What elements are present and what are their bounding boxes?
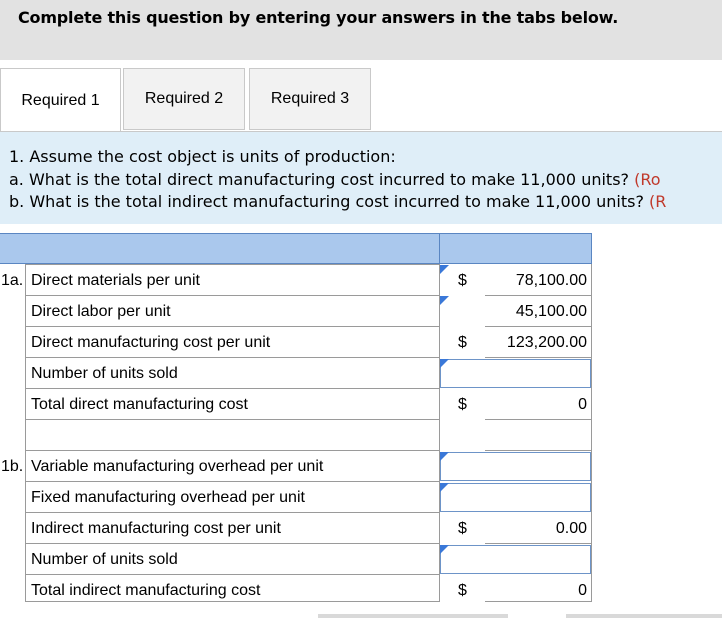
table-header-value [439,233,592,264]
tab-required-1[interactable]: Required 1 [0,68,121,132]
question-line-2: a. What is the total direct manufacturing cost incurred to make 11,000 units? (Ro [9,170,661,189]
row-label: Total direct manufacturing cost [26,389,440,420]
blank-value [485,420,591,451]
dollar-sign: $ [458,520,467,537]
instruction-banner [0,0,722,60]
fixed-overhead-input[interactable] [440,483,591,512]
total-direct-cost-value: 0 [485,389,591,420]
section-label-1b: 1b. [1,458,24,475]
question-line-3: b. What is the total indirect manufacturing cost incurred to make 11,000 units? (R [9,192,667,211]
row-label [26,420,440,451]
dollar-sign: $ [458,582,467,599]
nav-button-edge[interactable] [566,614,722,618]
row-label: Number of units sold [26,544,440,575]
input-flag-icon [440,452,449,461]
direct-cost-per-unit-value: 123,200.00 [485,327,591,358]
row-label: Variable manufacturing overhead per unit [26,451,440,482]
input-flag-icon [440,359,449,368]
instruction-text: Complete this question by entering your answers in the tabs below. [18,8,619,27]
units-sold-input-b[interactable] [440,545,591,574]
row-label: Direct manufacturing cost per unit [26,327,440,358]
row-label: Total indirect manufacturing cost [26,575,440,602]
row-label: Fixed manufacturing overhead per unit [26,482,440,513]
dollar-sign: $ [458,272,467,289]
table-header-label [0,233,440,264]
row-label: Direct materials per unit [26,264,440,296]
input-flag-icon [440,483,449,492]
dollar-sign: $ [458,396,467,413]
rounding-note-a: (Ro [634,170,661,189]
row-label: Direct labor per unit [26,296,440,327]
variable-overhead-input[interactable] [440,452,591,481]
tab-required-3[interactable]: Required 3 [249,68,371,130]
nav-button-edge[interactable] [318,614,508,618]
rounding-note-b: (R [649,192,667,211]
question-panel [0,132,722,224]
units-sold-input-a[interactable] [440,359,591,388]
question-line-1: 1. Assume the cost object is units of production: [9,147,396,166]
section-label-1a: 1a. [1,272,24,289]
direct-materials-value[interactable]: 78,100.00 [485,265,591,296]
indirect-cost-per-unit-value: 0.00 [485,513,591,544]
row-label: Number of units sold [26,358,440,389]
input-flag-icon [440,545,449,554]
row-label: Indirect manufacturing cost per unit [26,513,440,544]
dollar-sign [440,296,485,327]
dollar-sign: $ [458,334,467,351]
direct-labor-value[interactable]: 45,100.00 [485,296,591,327]
tab-bar [0,68,722,132]
tab-required-2[interactable]: Required 2 [123,68,245,130]
total-indirect-cost-value: 0 [485,575,591,602]
